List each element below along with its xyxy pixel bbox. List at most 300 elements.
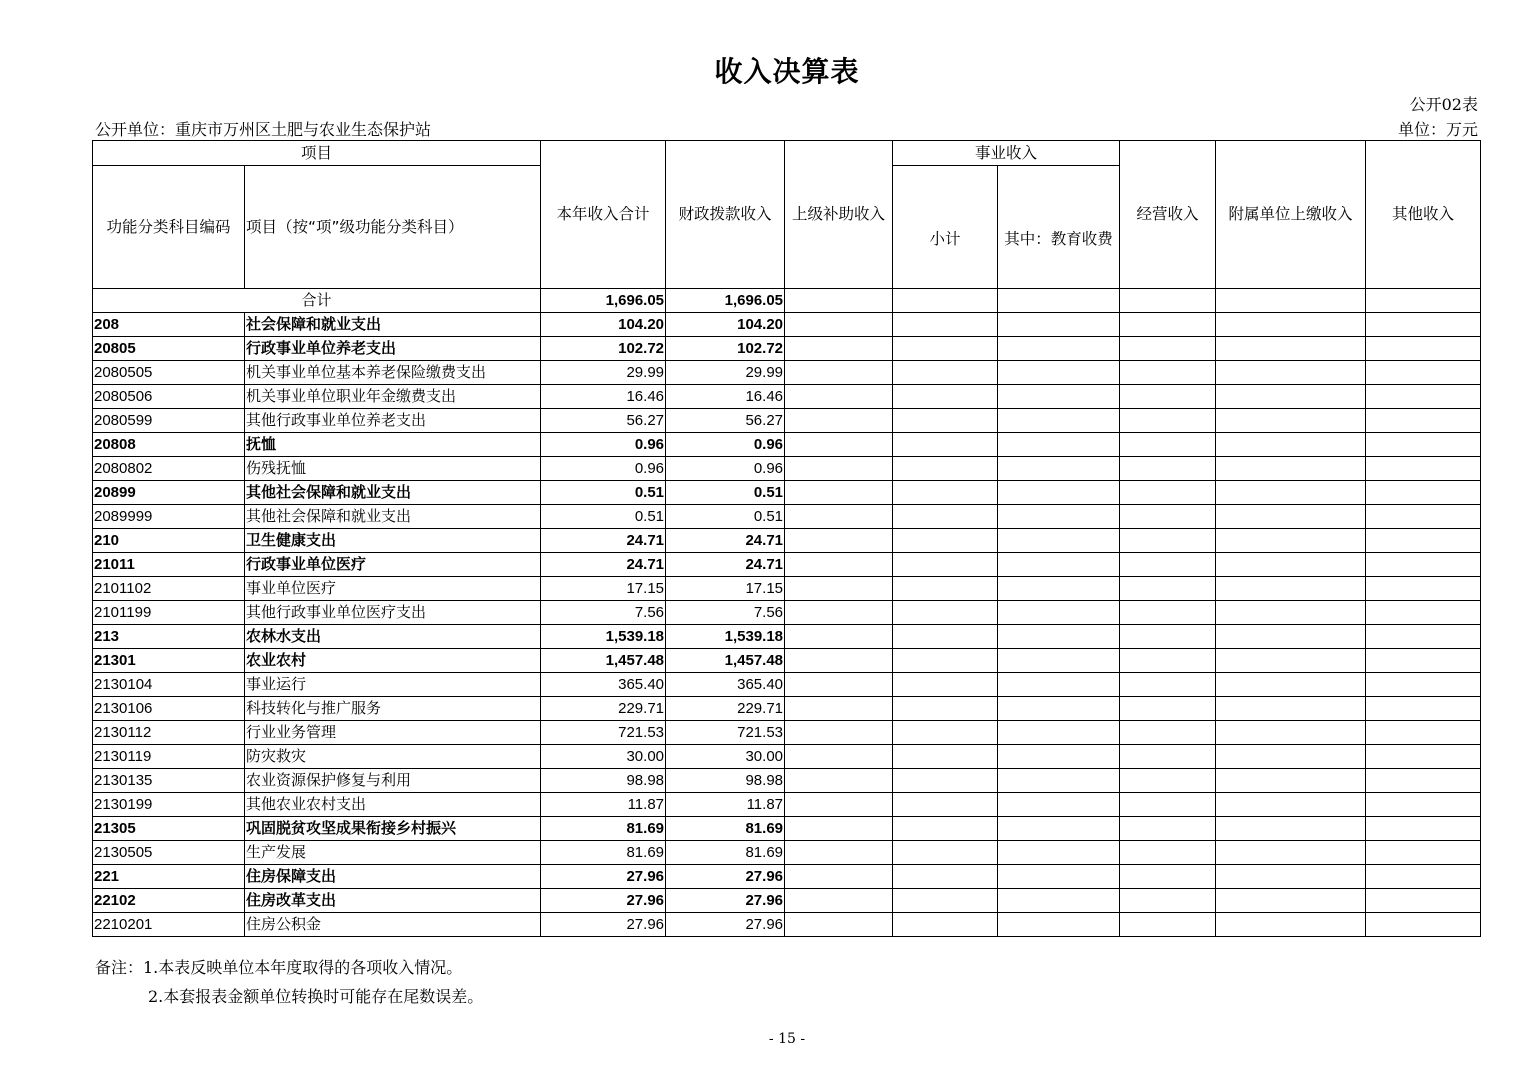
empty-cell bbox=[1366, 745, 1481, 769]
empty-cell bbox=[1216, 457, 1366, 481]
empty-cell bbox=[785, 841, 893, 865]
empty-cell bbox=[1216, 793, 1366, 817]
empty-cell bbox=[785, 385, 893, 409]
table-row bbox=[93, 697, 1481, 721]
empty-cell bbox=[1120, 337, 1216, 361]
table-row bbox=[93, 841, 1481, 865]
empty-cell bbox=[1366, 625, 1481, 649]
empty-cell bbox=[1120, 313, 1216, 337]
table-row bbox=[93, 337, 1481, 361]
total-row bbox=[93, 289, 1481, 313]
empty-cell bbox=[893, 457, 998, 481]
empty-cell bbox=[1216, 529, 1366, 553]
empty-cell bbox=[1120, 913, 1216, 937]
row-fiscal: 229.71 bbox=[666, 697, 785, 721]
empty-cell bbox=[1366, 553, 1481, 577]
row-fiscal: 365.40 bbox=[666, 673, 785, 697]
empty-cell bbox=[785, 625, 893, 649]
row-total: 27.96 bbox=[541, 865, 666, 889]
row-fiscal: 30.00 bbox=[666, 745, 785, 769]
empty-cell bbox=[998, 865, 1120, 889]
empty-cell bbox=[1216, 577, 1366, 601]
table-row bbox=[93, 913, 1481, 937]
empty-cell bbox=[1120, 505, 1216, 529]
header-other: 其他收入 bbox=[1366, 141, 1481, 289]
empty-cell bbox=[1216, 889, 1366, 913]
empty-cell bbox=[1120, 577, 1216, 601]
header-affiliated: 附属单位上缴收入 bbox=[1216, 141, 1366, 289]
row-code: 2080802 bbox=[93, 457, 245, 481]
table-row bbox=[93, 553, 1481, 577]
table-row bbox=[93, 769, 1481, 793]
row-total: 0.96 bbox=[541, 433, 666, 457]
table-row bbox=[93, 481, 1481, 505]
row-name: 事业单位医疗 bbox=[245, 577, 541, 601]
empty-cell bbox=[1120, 721, 1216, 745]
row-name: 农业资源保护修复与利用 bbox=[245, 769, 541, 793]
empty-cell bbox=[1216, 745, 1366, 769]
empty-cell bbox=[785, 673, 893, 697]
row-total: 11.87 bbox=[541, 793, 666, 817]
table-row bbox=[93, 865, 1481, 889]
empty-cell bbox=[998, 769, 1120, 793]
row-code: 2130505 bbox=[93, 841, 245, 865]
empty-cell bbox=[785, 817, 893, 841]
empty-cell bbox=[998, 913, 1120, 937]
row-name: 住房公积金 bbox=[245, 913, 541, 937]
row-fiscal: 102.72 bbox=[666, 337, 785, 361]
empty-cell bbox=[1216, 841, 1366, 865]
row-total: 24.71 bbox=[541, 529, 666, 553]
row-fiscal: 721.53 bbox=[666, 721, 785, 745]
row-fiscal: 24.71 bbox=[666, 529, 785, 553]
income-table bbox=[92, 140, 1481, 937]
header-superior: 上级补助收入 bbox=[785, 141, 893, 289]
row-code: 221 bbox=[93, 865, 245, 889]
empty-cell bbox=[1120, 793, 1216, 817]
empty-cell bbox=[1120, 481, 1216, 505]
table-row bbox=[93, 433, 1481, 457]
empty-cell bbox=[1120, 649, 1216, 673]
empty-cell bbox=[998, 673, 1120, 697]
row-fiscal: 98.98 bbox=[666, 769, 785, 793]
empty-cell bbox=[998, 793, 1120, 817]
row-total: 0.96 bbox=[541, 457, 666, 481]
row-code: 21301 bbox=[93, 649, 245, 673]
row-name: 事业运行 bbox=[245, 673, 541, 697]
row-fiscal: 27.96 bbox=[666, 889, 785, 913]
empty-cell bbox=[785, 721, 893, 745]
empty-cell bbox=[785, 313, 893, 337]
empty-cell bbox=[785, 649, 893, 673]
row-fiscal: 1,539.18 bbox=[666, 625, 785, 649]
empty-cell bbox=[893, 649, 998, 673]
header-fiscal: 财政拨款收入 bbox=[666, 141, 785, 289]
empty-cell bbox=[998, 337, 1120, 361]
empty-cell bbox=[785, 433, 893, 457]
row-name: 行政事业单位养老支出 bbox=[245, 337, 541, 361]
row-name: 行政事业单位医疗 bbox=[245, 553, 541, 577]
empty-cell bbox=[998, 457, 1120, 481]
empty-cell bbox=[893, 601, 998, 625]
total-amount: 1,696.05 bbox=[541, 289, 666, 313]
header-education: 其中：教育收费 bbox=[998, 166, 1120, 289]
empty-cell bbox=[785, 361, 893, 385]
row-fiscal: 81.69 bbox=[666, 817, 785, 841]
table-row bbox=[93, 673, 1481, 697]
reporting-unit: 公开单位：重庆市万州区土肥与农业生态保护站 bbox=[95, 120, 432, 139]
table-row bbox=[93, 721, 1481, 745]
row-total: 27.96 bbox=[541, 913, 666, 937]
empty-cell bbox=[893, 337, 998, 361]
empty-cell bbox=[998, 817, 1120, 841]
empty-cell bbox=[785, 745, 893, 769]
empty-cell bbox=[1216, 721, 1366, 745]
empty-cell bbox=[893, 769, 998, 793]
row-code: 2130104 bbox=[93, 673, 245, 697]
row-total: 81.69 bbox=[541, 817, 666, 841]
empty-cell bbox=[1366, 793, 1481, 817]
table-row bbox=[93, 601, 1481, 625]
empty-cell bbox=[1366, 673, 1481, 697]
row-code: 2080506 bbox=[93, 385, 245, 409]
row-fiscal: 0.96 bbox=[666, 433, 785, 457]
empty-cell bbox=[1120, 361, 1216, 385]
empty-cell bbox=[893, 721, 998, 745]
row-name: 其他行政事业单位医疗支出 bbox=[245, 601, 541, 625]
empty-cell bbox=[1366, 913, 1481, 937]
empty-cell bbox=[998, 385, 1120, 409]
row-name: 防灾救灾 bbox=[245, 745, 541, 769]
empty-cell bbox=[1366, 385, 1481, 409]
note-2: 2.本套报表金额单位转换时可能存在尾数误差。 bbox=[148, 987, 484, 1006]
empty-cell bbox=[1216, 649, 1366, 673]
table-row bbox=[93, 529, 1481, 553]
row-total: 16.46 bbox=[541, 385, 666, 409]
empty-cell bbox=[998, 313, 1120, 337]
row-total: 17.15 bbox=[541, 577, 666, 601]
table-row bbox=[93, 817, 1481, 841]
row-code: 2130135 bbox=[93, 769, 245, 793]
empty-cell bbox=[998, 697, 1120, 721]
empty-cell bbox=[1366, 481, 1481, 505]
empty-cell bbox=[785, 481, 893, 505]
empty-cell bbox=[1216, 865, 1366, 889]
row-fiscal: 104.20 bbox=[666, 313, 785, 337]
empty-cell bbox=[1216, 481, 1366, 505]
row-name: 其他社会保障和就业支出 bbox=[245, 505, 541, 529]
row-total: 56.27 bbox=[541, 409, 666, 433]
empty-cell bbox=[1366, 841, 1481, 865]
row-code: 20808 bbox=[93, 433, 245, 457]
empty-cell bbox=[1120, 769, 1216, 793]
empty-cell bbox=[785, 889, 893, 913]
table-row bbox=[93, 409, 1481, 433]
page-title: 收入决算表 bbox=[714, 55, 860, 88]
empty-cell bbox=[785, 577, 893, 601]
empty-cell bbox=[998, 361, 1120, 385]
row-fiscal: 16.46 bbox=[666, 385, 785, 409]
empty-cell bbox=[998, 601, 1120, 625]
row-fiscal: 1,457.48 bbox=[666, 649, 785, 673]
empty-cell bbox=[1366, 313, 1481, 337]
empty-cell bbox=[998, 721, 1120, 745]
empty-cell bbox=[998, 481, 1120, 505]
row-total: 721.53 bbox=[541, 721, 666, 745]
empty-cell bbox=[1120, 625, 1216, 649]
empty-cell bbox=[998, 889, 1120, 913]
currency-unit: 单位：万元 bbox=[1397, 120, 1478, 139]
row-fiscal: 0.51 bbox=[666, 505, 785, 529]
empty-cell bbox=[1366, 865, 1481, 889]
row-total: 229.71 bbox=[541, 697, 666, 721]
row-name: 住房改革支出 bbox=[245, 889, 541, 913]
row-code: 21305 bbox=[93, 817, 245, 841]
row-code: 20805 bbox=[93, 337, 245, 361]
row-name: 伤残抚恤 bbox=[245, 457, 541, 481]
row-name: 农林水支出 bbox=[245, 625, 541, 649]
row-fiscal: 7.56 bbox=[666, 601, 785, 625]
row-fiscal: 11.87 bbox=[666, 793, 785, 817]
empty-cell bbox=[1366, 721, 1481, 745]
empty-cell bbox=[1216, 313, 1366, 337]
row-fiscal: 17.15 bbox=[666, 577, 785, 601]
empty-cell bbox=[1216, 433, 1366, 457]
row-total: 0.51 bbox=[541, 481, 666, 505]
row-code: 2210201 bbox=[93, 913, 245, 937]
empty-cell bbox=[893, 673, 998, 697]
empty-cell bbox=[893, 481, 998, 505]
empty-cell bbox=[1366, 505, 1481, 529]
empty-cell bbox=[1366, 817, 1481, 841]
empty-cell bbox=[1216, 337, 1366, 361]
row-code: 21011 bbox=[93, 553, 245, 577]
row-name: 机关事业单位职业年金缴费支出 bbox=[245, 385, 541, 409]
empty-cell bbox=[893, 577, 998, 601]
table-row bbox=[93, 457, 1481, 481]
empty-cell bbox=[998, 745, 1120, 769]
row-total: 81.69 bbox=[541, 841, 666, 865]
row-fiscal: 0.51 bbox=[666, 481, 785, 505]
table-row bbox=[93, 625, 1481, 649]
empty-cell bbox=[1120, 433, 1216, 457]
empty-cell bbox=[1216, 601, 1366, 625]
empty-cell bbox=[1366, 769, 1481, 793]
row-total: 29.99 bbox=[541, 361, 666, 385]
header-operating: 经营收入 bbox=[1120, 141, 1216, 289]
empty-cell bbox=[998, 433, 1120, 457]
table-row bbox=[93, 745, 1481, 769]
row-code: 208 bbox=[93, 313, 245, 337]
row-code: 2130106 bbox=[93, 697, 245, 721]
empty-cell bbox=[1216, 553, 1366, 577]
empty-cell bbox=[1120, 841, 1216, 865]
empty-cell bbox=[785, 337, 893, 361]
row-name: 其他农业农村支出 bbox=[245, 793, 541, 817]
row-fiscal: 27.96 bbox=[666, 865, 785, 889]
empty-cell bbox=[1120, 817, 1216, 841]
header-item: 项目 bbox=[93, 141, 541, 166]
empty-cell bbox=[1366, 529, 1481, 553]
row-name: 住房保障支出 bbox=[245, 865, 541, 889]
table-row bbox=[93, 313, 1481, 337]
header-subtotal: 小计 bbox=[893, 166, 998, 289]
note-1: 备注：1.本表反映单位本年度取得的各项收入情况。 bbox=[95, 958, 463, 977]
row-name: 其他行政事业单位养老支出 bbox=[245, 409, 541, 433]
empty-cell bbox=[1216, 361, 1366, 385]
row-name: 农业农村 bbox=[245, 649, 541, 673]
row-code: 2101102 bbox=[93, 577, 245, 601]
empty-cell bbox=[1216, 913, 1366, 937]
empty-cell bbox=[785, 697, 893, 721]
empty-cell bbox=[1366, 577, 1481, 601]
row-total: 24.71 bbox=[541, 553, 666, 577]
empty-cell bbox=[1366, 457, 1481, 481]
empty-cell bbox=[893, 793, 998, 817]
row-code: 2089999 bbox=[93, 505, 245, 529]
row-total: 27.96 bbox=[541, 889, 666, 913]
empty-cell bbox=[998, 505, 1120, 529]
empty-cell bbox=[1366, 889, 1481, 913]
table-row bbox=[93, 577, 1481, 601]
table-row bbox=[93, 361, 1481, 385]
header-row-1 bbox=[93, 141, 1481, 166]
table-row bbox=[93, 793, 1481, 817]
empty-cell bbox=[998, 529, 1120, 553]
empty-cell bbox=[1216, 409, 1366, 433]
empty-cell bbox=[893, 865, 998, 889]
row-fiscal: 81.69 bbox=[666, 841, 785, 865]
table-row bbox=[93, 385, 1481, 409]
empty-cell bbox=[998, 649, 1120, 673]
empty-cell bbox=[893, 841, 998, 865]
form-number: 公开02表 bbox=[1409, 95, 1478, 114]
total-label: 合计 bbox=[93, 289, 541, 313]
empty-cell bbox=[1216, 673, 1366, 697]
empty-cell bbox=[1366, 337, 1481, 361]
row-total: 1,539.18 bbox=[541, 625, 666, 649]
empty-cell bbox=[785, 529, 893, 553]
empty-cell bbox=[998, 577, 1120, 601]
header-business-group: 事业收入 bbox=[893, 141, 1120, 166]
header-total: 本年收入合计 bbox=[541, 141, 666, 289]
empty-cell bbox=[893, 409, 998, 433]
row-total: 7.56 bbox=[541, 601, 666, 625]
empty-cell bbox=[893, 529, 998, 553]
row-name: 巩固脱贫攻坚成果衔接乡村振兴 bbox=[245, 817, 541, 841]
empty-cell bbox=[893, 745, 998, 769]
row-code: 2130199 bbox=[93, 793, 245, 817]
empty-cell bbox=[893, 313, 998, 337]
empty-cell bbox=[998, 625, 1120, 649]
row-name: 社会保障和就业支出 bbox=[245, 313, 541, 337]
empty-cell bbox=[1120, 865, 1216, 889]
row-name: 科技转化与推广服务 bbox=[245, 697, 541, 721]
empty-cell bbox=[1120, 889, 1216, 913]
row-total: 1,457.48 bbox=[541, 649, 666, 673]
empty-cell bbox=[785, 913, 893, 937]
row-code: 20899 bbox=[93, 481, 245, 505]
row-total: 98.98 bbox=[541, 769, 666, 793]
empty-cell bbox=[785, 553, 893, 577]
empty-cell bbox=[893, 553, 998, 577]
row-fiscal: 0.96 bbox=[666, 457, 785, 481]
empty-cell bbox=[785, 409, 893, 433]
row-name: 其他社会保障和就业支出 bbox=[245, 481, 541, 505]
empty-cell bbox=[1120, 385, 1216, 409]
empty-cell bbox=[1216, 697, 1366, 721]
empty-cell bbox=[1120, 697, 1216, 721]
row-fiscal: 56.27 bbox=[666, 409, 785, 433]
empty-cell bbox=[785, 793, 893, 817]
row-code: 2080599 bbox=[93, 409, 245, 433]
row-name: 生产发展 bbox=[245, 841, 541, 865]
empty-cell bbox=[893, 817, 998, 841]
empty-cell bbox=[998, 553, 1120, 577]
table-row bbox=[93, 649, 1481, 673]
empty-cell bbox=[893, 913, 998, 937]
header-code: 功能分类科目编码 bbox=[93, 166, 245, 289]
empty-cell bbox=[893, 433, 998, 457]
empty-cell bbox=[785, 601, 893, 625]
empty-cell bbox=[1366, 361, 1481, 385]
empty-cell bbox=[893, 625, 998, 649]
row-name: 机关事业单位基本养老保险缴费支出 bbox=[245, 361, 541, 385]
empty-cell bbox=[1366, 601, 1481, 625]
row-name: 卫生健康支出 bbox=[245, 529, 541, 553]
empty-cell bbox=[1120, 553, 1216, 577]
page-number: - 15 - bbox=[768, 1031, 806, 1047]
empty-cell bbox=[893, 697, 998, 721]
empty-cell bbox=[1216, 625, 1366, 649]
row-total: 365.40 bbox=[541, 673, 666, 697]
empty-cell bbox=[1216, 817, 1366, 841]
empty-cell bbox=[998, 841, 1120, 865]
row-code: 2101199 bbox=[93, 601, 245, 625]
empty-cell bbox=[1120, 745, 1216, 769]
row-total: 30.00 bbox=[541, 745, 666, 769]
row-total: 0.51 bbox=[541, 505, 666, 529]
row-code: 2130119 bbox=[93, 745, 245, 769]
row-code: 2080505 bbox=[93, 361, 245, 385]
empty-cell bbox=[893, 385, 998, 409]
header-name: 项目（按“项”级功能分类科目） bbox=[245, 166, 541, 289]
empty-cell bbox=[1120, 673, 1216, 697]
empty-cell bbox=[1216, 385, 1366, 409]
empty-cell bbox=[785, 865, 893, 889]
empty-cell bbox=[1366, 433, 1481, 457]
table-row bbox=[93, 889, 1481, 913]
row-fiscal: 27.96 bbox=[666, 913, 785, 937]
row-code: 22102 bbox=[93, 889, 245, 913]
table-row bbox=[93, 505, 1481, 529]
empty-cell bbox=[893, 361, 998, 385]
empty-cell bbox=[1120, 409, 1216, 433]
empty-cell bbox=[1120, 529, 1216, 553]
empty-cell bbox=[998, 409, 1120, 433]
empty-cell bbox=[785, 457, 893, 481]
empty-cell bbox=[1366, 649, 1481, 673]
empty-cell bbox=[785, 769, 893, 793]
empty-cell bbox=[893, 505, 998, 529]
row-code: 210 bbox=[93, 529, 245, 553]
row-total: 104.20 bbox=[541, 313, 666, 337]
row-name: 行业业务管理 bbox=[245, 721, 541, 745]
row-total: 102.72 bbox=[541, 337, 666, 361]
empty-cell bbox=[1366, 697, 1481, 721]
empty-cell bbox=[1366, 409, 1481, 433]
empty-cell bbox=[1120, 601, 1216, 625]
